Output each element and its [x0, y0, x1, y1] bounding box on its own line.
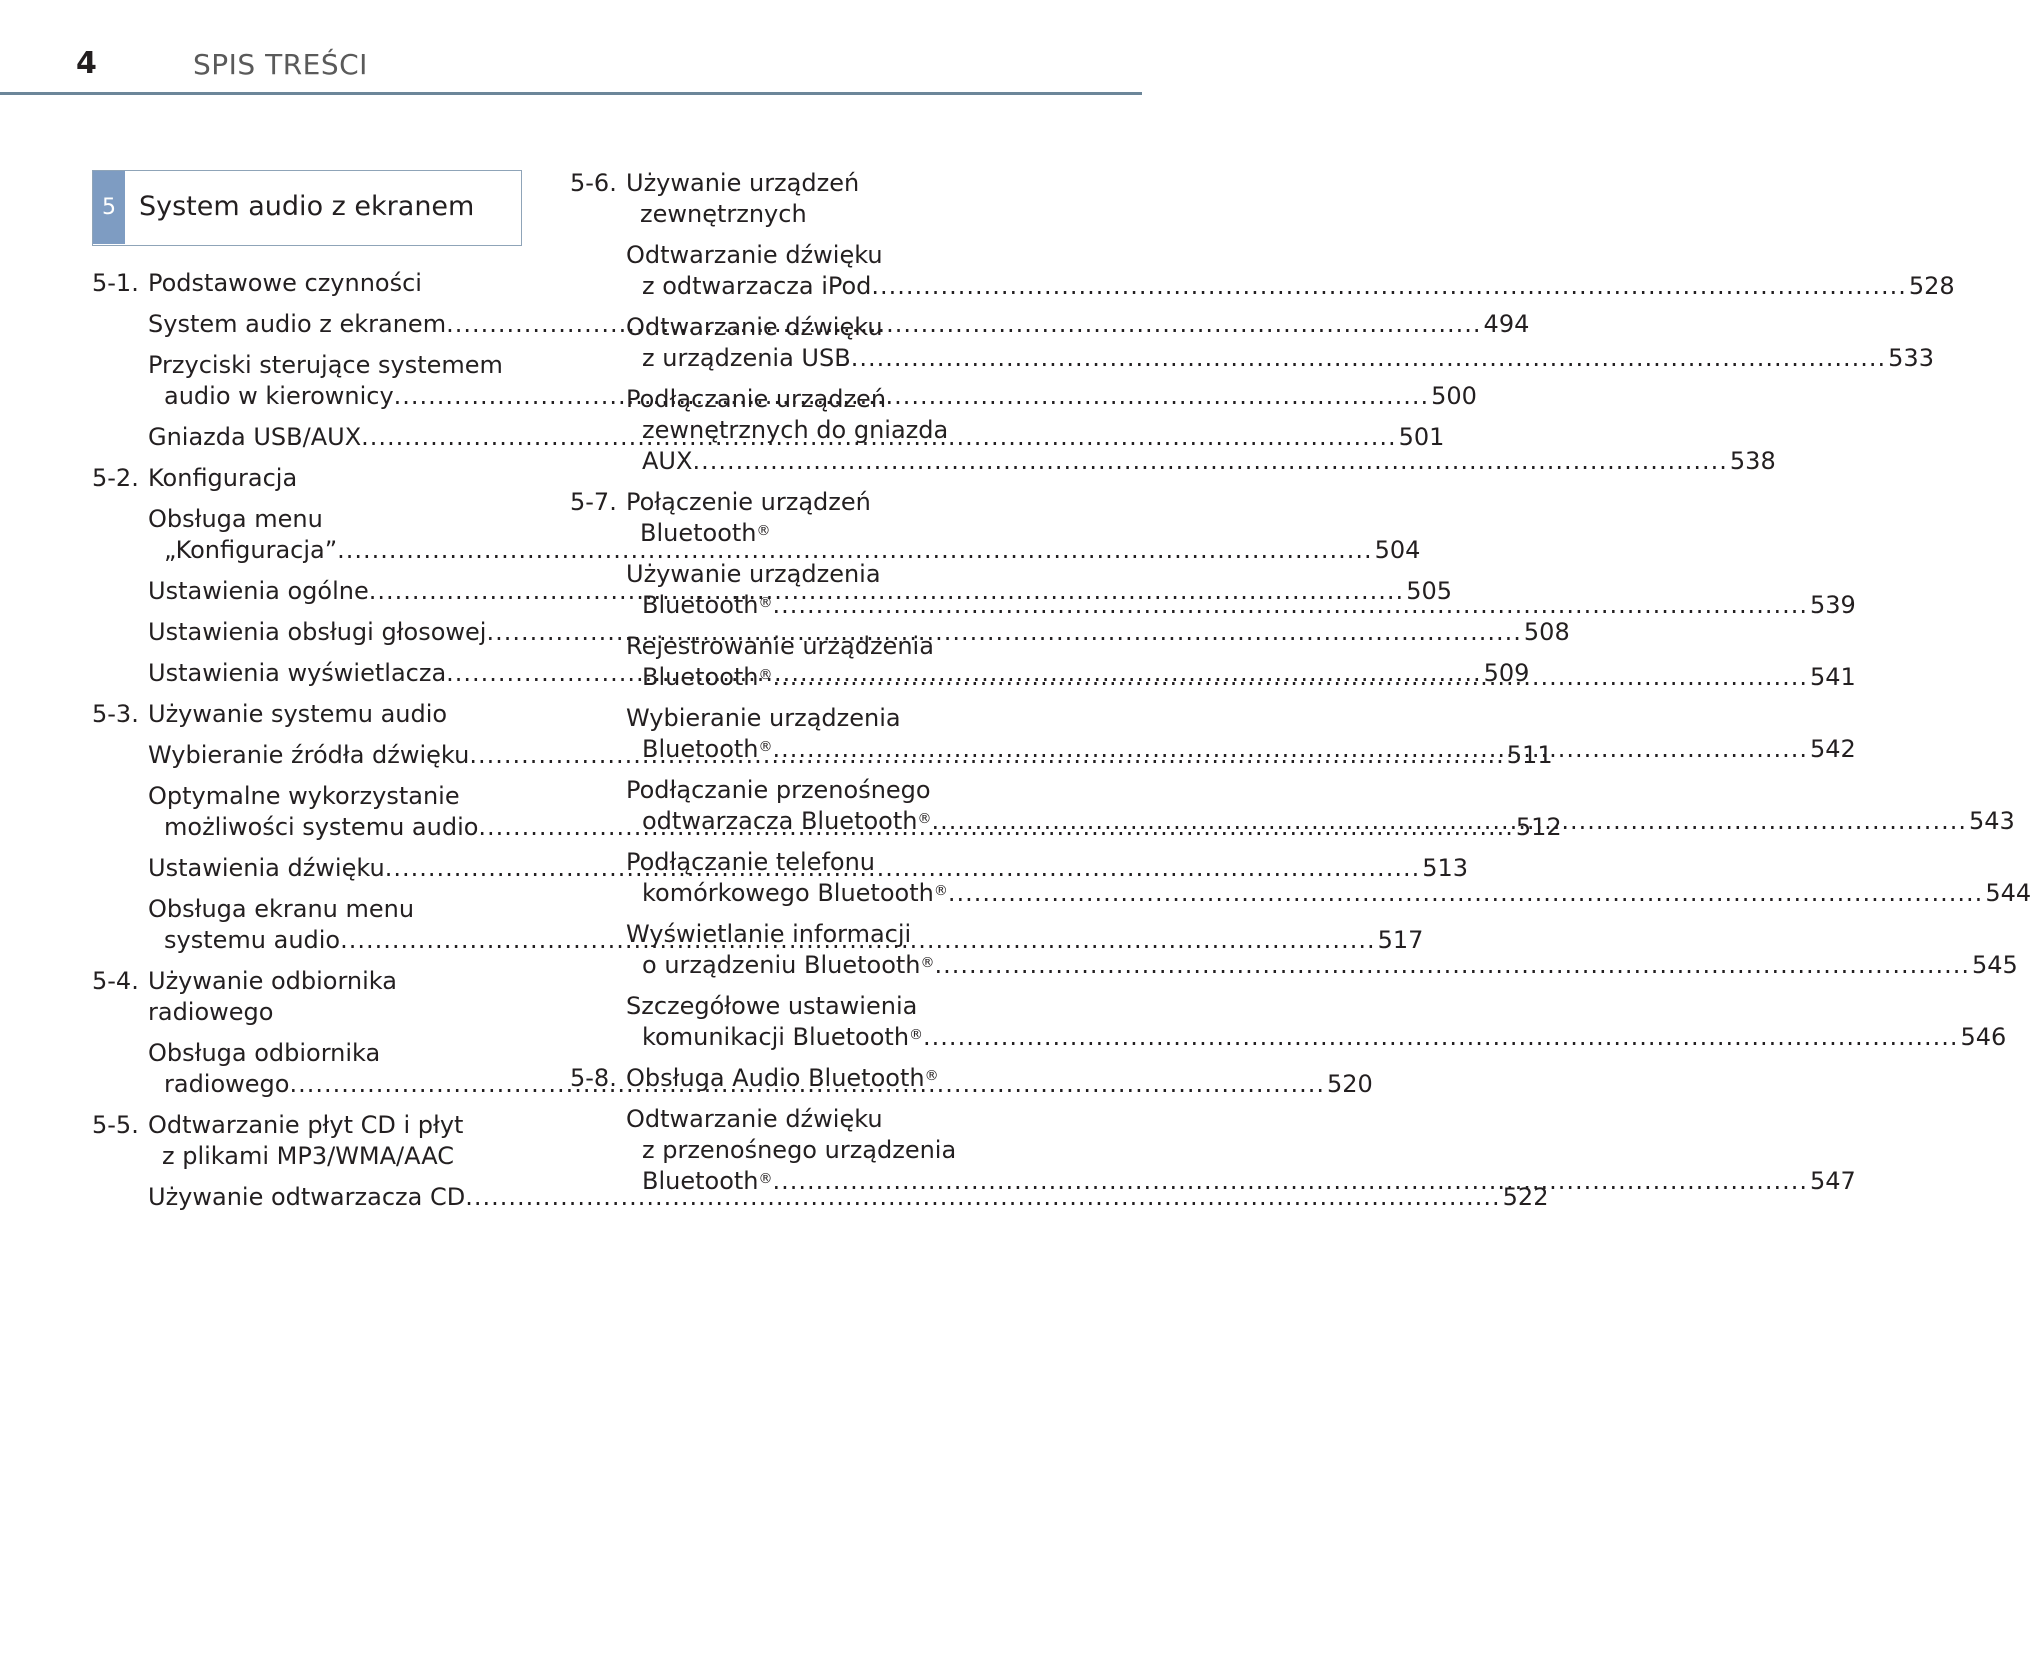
entry-text-line: Odtwarzanie dźwięku: [626, 313, 883, 341]
section-title: [626, 487, 1000, 549]
section-heading: [92, 699, 522, 730]
entry-title: Bluetooth®: [642, 591, 773, 619]
entry-title: Bluetooth®: [642, 735, 773, 763]
entry-text-line: z przenośnego urządzenia: [642, 1136, 957, 1164]
entry-text-line: Rejestrowanie urządzenia: [626, 632, 934, 660]
section-number: 5-1.: [92, 269, 139, 297]
section-title-line: Bluetooth®: [640, 519, 771, 547]
entry-title: Gniazda USB/AUX: [148, 423, 362, 451]
entry-title: Używanie odtwarzacza CD: [148, 1183, 466, 1211]
dot-leader: [948, 879, 1983, 907]
entry-text-line: Podłączanie przenośnego: [626, 776, 931, 804]
section-heading: [92, 463, 522, 494]
toc-entry-link[interactable]: [92, 1182, 1549, 1213]
page-title: SPIS TREŚCI: [193, 48, 368, 81]
dot-leader: [773, 1167, 1808, 1195]
entry-leader-line: [626, 343, 1934, 374]
header-rule: [0, 92, 1142, 95]
entry-page-number: 546: [1960, 1023, 2007, 1051]
entry-page-number: 505: [1406, 577, 1452, 605]
entry-title: Bluetooth®: [642, 663, 773, 691]
entry-page-number: 520: [1326, 1070, 1373, 1098]
entry-title: systemu audio: [164, 926, 341, 954]
registered-mark: ®: [758, 667, 773, 683]
section-title-line: Połączenie urządzeń: [626, 488, 871, 516]
dot-leader: [692, 447, 1727, 475]
entry-page-number: 494: [1483, 310, 1530, 338]
registered-mark: ®: [756, 523, 771, 539]
entry-title: radiowego: [164, 1070, 290, 1098]
entry-text-line: Obsługa odbiornika: [148, 1039, 381, 1067]
section-title-line: Odtwarzanie płyt CD i płyt: [148, 1111, 464, 1139]
entry-title: komunikacji Bluetooth®: [642, 1023, 924, 1051]
section-title-line: zewnętrznych: [640, 200, 807, 228]
section-title: [148, 1110, 522, 1172]
entry-page-number: 539: [1809, 591, 1856, 619]
section-number: 5-8.: [570, 1064, 617, 1092]
section-title: [148, 699, 522, 730]
entry-title: „Konfiguracja”: [164, 536, 338, 564]
section-number: 5-6.: [570, 169, 617, 197]
section-heading: [92, 1110, 522, 1172]
entry-title: Bluetooth®: [642, 1167, 773, 1195]
page-number: 4: [76, 46, 97, 81]
entry-text-line: Wybieranie urządzenia: [626, 704, 901, 732]
entry-page-number: 533: [1888, 344, 1934, 372]
section-title: [626, 1063, 1000, 1094]
entry-title: możliwości systemu audio: [164, 813, 479, 841]
entry-page-number: 541: [1809, 663, 1856, 691]
dot-leader: [851, 344, 1886, 372]
entry-page-number: 504: [1374, 536, 1421, 564]
chapter-box: [92, 170, 522, 246]
section-title: [626, 168, 1000, 230]
section-heading: [570, 1063, 1000, 1094]
section-heading: [570, 168, 1000, 230]
entry-text-line: Obsługa ekranu menu: [148, 895, 415, 923]
dot-leader: [773, 591, 1808, 619]
section-title: [148, 268, 522, 299]
entry-title: komórkowego Bluetooth®: [642, 879, 948, 907]
entry-title: o urządzeniu Bluetooth®: [642, 951, 935, 979]
toc-entry-link[interactable]: [570, 240, 1955, 302]
dot-leader: [871, 272, 1906, 300]
entry-page-number: 538: [1729, 447, 1776, 475]
section-number: 5-7.: [570, 488, 617, 516]
entry-text-line: Wyświetlanie informacji: [626, 920, 912, 948]
registered-mark: ®: [758, 595, 773, 611]
entry-title: Ustawienia dźwięku: [148, 854, 385, 882]
entry-title: Ustawienia obsługi głosowej: [148, 618, 487, 646]
section-title-line: Używanie urządzeń: [626, 169, 860, 197]
entry-leader-line: [626, 1022, 2007, 1053]
section-title-line: Podstawowe czynności: [148, 269, 422, 297]
entry-text-line: Podłączanie urządzeń: [626, 385, 887, 413]
dot-leader: [935, 951, 1970, 979]
entry-leader-line: [626, 271, 1955, 302]
entry-text-line: Przyciski sterujące systemem: [148, 351, 503, 379]
entry-title: Wybieranie źródła dźwięku: [148, 741, 470, 769]
entry-page-number: 500: [1431, 382, 1477, 410]
entry-title: z odtwarzacza iPod: [642, 272, 872, 300]
entry-title: odtwarzacza Bluetooth®: [642, 807, 932, 835]
entry-title: Ustawienia ogólne: [148, 577, 369, 605]
dot-leader: [773, 735, 1808, 763]
entry-page-number: 522: [1502, 1183, 1549, 1211]
entry-text-line: Odtwarzanie dźwięku: [626, 1105, 883, 1133]
entry-text-line: Obsługa menu: [148, 505, 323, 533]
section-title: [148, 463, 522, 494]
entry-page-number: 511: [1506, 741, 1553, 769]
entry-page-number: 544: [1985, 879, 2031, 907]
entry-leader-line: [148, 1182, 1549, 1213]
dot-leader: [773, 663, 1808, 691]
entry-page-number: 512: [1515, 813, 1562, 841]
entry-text-line: Optymalne wykorzystanie: [148, 782, 460, 810]
entry-page-number: 501: [1398, 423, 1445, 451]
entry-text-line: Odtwarzanie dźwięku: [626, 241, 883, 269]
section-title-line: Używanie odbiornika radiowego: [148, 967, 397, 1026]
entry-text-line: zewnętrznych do gniazda: [642, 416, 949, 444]
entry-title: z urządzenia USB: [642, 344, 851, 372]
registered-mark: ®: [917, 811, 932, 827]
entry-page-number: 513: [1422, 854, 1469, 882]
registered-mark: ®: [933, 883, 948, 899]
entry-page-number: 542: [1809, 735, 1856, 763]
page-header: [0, 0, 1142, 94]
entry-title: System audio z ekranem: [148, 310, 447, 338]
registered-mark: ®: [758, 739, 773, 755]
entry-page-number: 508: [1523, 618, 1570, 646]
entry-page-number: 517: [1377, 926, 1424, 954]
entry-leader-line: [626, 446, 1776, 477]
dot-leader: [923, 1023, 1958, 1051]
section-number: 5-4.: [92, 967, 139, 995]
section-title: [148, 966, 522, 1028]
section-title-line: z plikami MP3/WMA/AAC: [162, 1142, 454, 1170]
toc-entry-link[interactable]: [570, 991, 2007, 1053]
section-number: 5-2.: [92, 464, 139, 492]
chapter-title: System audio z ekranem: [139, 191, 475, 222]
entry-page-number: 509: [1483, 659, 1530, 687]
section-title-line: Obsługa Audio Bluetooth®: [626, 1064, 939, 1092]
entry-page-number: 545: [1972, 951, 2018, 979]
registered-mark: ®: [924, 1068, 939, 1084]
registered-mark: ®: [909, 1027, 924, 1043]
entry-title: Ustawienia wyświetlacza: [148, 659, 447, 687]
entry-leader-line: [626, 950, 2018, 981]
entry-page-number: 547: [1809, 1167, 1856, 1195]
dot-leader: [931, 807, 1966, 835]
entry-title: AUX: [642, 447, 693, 475]
registered-mark: ®: [920, 955, 935, 971]
entry-page-number: 543: [1968, 807, 2015, 835]
entry-leader-line: [148, 535, 1421, 566]
section-number: 5-5.: [92, 1111, 139, 1139]
section-heading: [570, 487, 1000, 549]
section-number: 5-3.: [92, 700, 139, 728]
entry-text-line: Używanie urządzenia: [626, 560, 881, 588]
entry-text-line: Podłączanie telefonu: [626, 848, 875, 876]
entry-page-number: 528: [1908, 272, 1955, 300]
entry-leader-line: [626, 878, 2031, 909]
section-heading: [92, 966, 522, 1028]
section-heading: [92, 268, 522, 299]
section-title-line: Konfiguracja: [148, 464, 298, 492]
entry-text-line: Szczegółowe ustawienia: [626, 992, 918, 1020]
entry-title: audio w kierownicy: [164, 382, 394, 410]
chapter-number-tab: 5: [93, 171, 125, 244]
section-title-line: Używanie systemu audio: [148, 700, 448, 728]
registered-mark: ®: [758, 1171, 773, 1187]
